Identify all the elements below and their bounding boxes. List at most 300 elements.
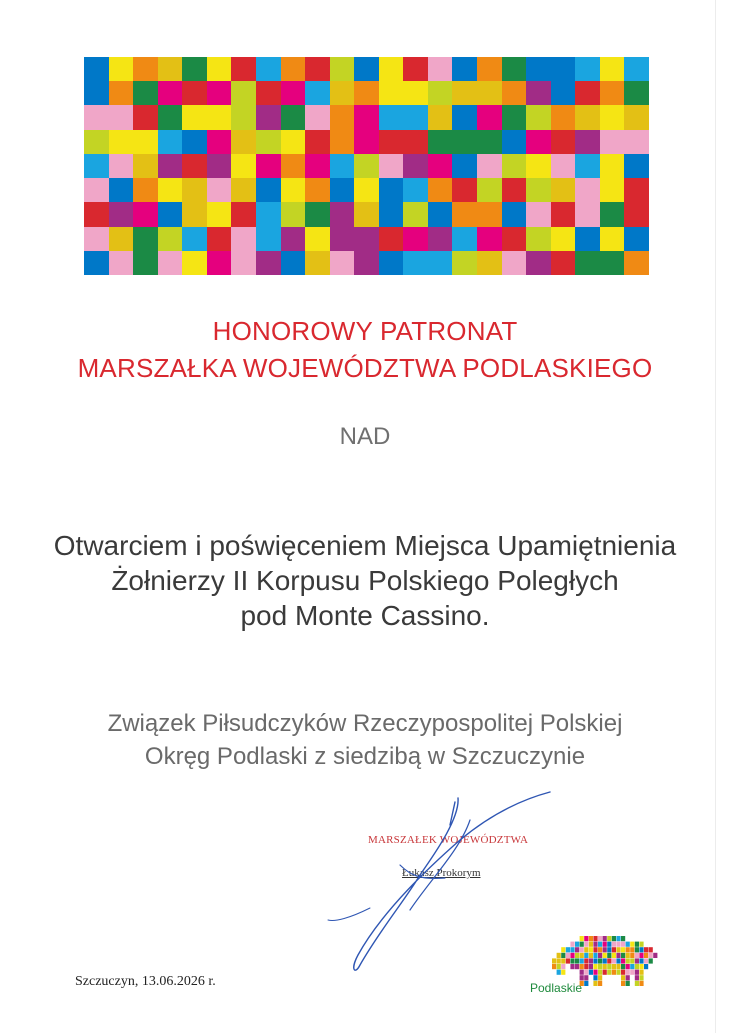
mosaic-tile	[600, 251, 625, 275]
mosaic-tile	[551, 81, 576, 105]
bison-tile	[589, 942, 593, 947]
mosaic-tile	[624, 81, 649, 105]
mosaic-banner	[84, 57, 649, 275]
mosaic-tile	[403, 178, 428, 202]
mosaic-tile	[354, 130, 379, 154]
mosaic-tile	[452, 227, 477, 251]
mosaic-tile	[452, 105, 477, 129]
bison-tile	[603, 942, 607, 947]
mosaic-tile	[330, 81, 355, 105]
stamp-name: Łukasz Prokorym	[402, 867, 481, 879]
bison-tile	[580, 942, 584, 947]
mosaic-tile	[109, 227, 134, 251]
mosaic-tile	[428, 130, 453, 154]
bison-tile	[580, 936, 584, 941]
mosaic-tile	[379, 81, 404, 105]
mosaic-tile	[182, 130, 207, 154]
mosaic-tile	[330, 154, 355, 178]
mosaic-tile	[84, 105, 109, 129]
mosaic-tile	[158, 227, 183, 251]
mosaic-tile	[330, 178, 355, 202]
bison-tile	[598, 947, 602, 952]
mosaic-tile	[133, 81, 158, 105]
mosaic-tile	[330, 130, 355, 154]
bison-tile	[593, 964, 597, 969]
bison-tile	[635, 942, 639, 947]
mosaic-tile	[428, 227, 453, 251]
mosaic-tile	[575, 227, 600, 251]
mosaic-tile	[231, 105, 256, 129]
mosaic-tile	[84, 57, 109, 81]
bison-tile	[584, 947, 588, 952]
bison-tile	[616, 958, 620, 963]
mosaic-tile	[231, 251, 256, 275]
mosaic-tile	[575, 105, 600, 129]
bison-tile	[626, 975, 630, 980]
mosaic-tile	[109, 57, 134, 81]
bison-tile	[552, 964, 556, 969]
bison-tile	[593, 958, 597, 963]
bison-tile	[626, 942, 630, 947]
mosaic-tile	[526, 227, 551, 251]
bison-tile	[616, 942, 620, 947]
mosaic-tile	[551, 178, 576, 202]
bison-tile	[621, 936, 625, 941]
bison-tile	[593, 953, 597, 958]
mosaic-tile	[158, 105, 183, 129]
bison-tile	[626, 981, 630, 986]
bison-tile	[593, 942, 597, 947]
mosaic-tile	[256, 202, 281, 226]
bison-tile	[621, 964, 625, 969]
bison-tile	[593, 970, 597, 975]
bison-tile	[561, 964, 565, 969]
bison-tile	[561, 970, 565, 975]
mosaic-tile	[624, 105, 649, 129]
mosaic-tile	[182, 105, 207, 129]
bison-tile	[612, 964, 616, 969]
mosaic-tile	[526, 251, 551, 275]
bison-tile	[593, 975, 597, 980]
mosaic-tile	[551, 227, 576, 251]
mosaic-tile	[403, 81, 428, 105]
mosaic-tile	[84, 81, 109, 105]
mosaic-tile	[502, 178, 527, 202]
bison-tile	[639, 958, 643, 963]
bison-tile	[584, 953, 588, 958]
bison-tile	[649, 953, 653, 958]
mosaic-tile	[256, 130, 281, 154]
bison-tile	[593, 947, 597, 952]
mosaic-tile	[551, 57, 576, 81]
mosaic-tile	[502, 227, 527, 251]
bison-tile	[598, 953, 602, 958]
mosaic-tile	[551, 130, 576, 154]
mosaic-tile	[452, 57, 477, 81]
mosaic-tile	[158, 154, 183, 178]
mosaic-tile	[477, 130, 502, 154]
mosaic-tile	[109, 202, 134, 226]
bison-tile	[607, 958, 611, 963]
mosaic-tile	[526, 81, 551, 105]
mosaic-tile	[256, 154, 281, 178]
bison-tile	[566, 953, 570, 958]
mosaic-tile	[502, 130, 527, 154]
bison-tile	[612, 970, 616, 975]
bison-tile	[612, 942, 616, 947]
over-label: NAD	[339, 423, 391, 450]
mosaic-tile	[575, 202, 600, 226]
bison-tile	[644, 947, 648, 952]
mosaic-tile	[575, 57, 600, 81]
bison-tile	[580, 975, 584, 980]
mosaic-tile	[624, 57, 649, 81]
mosaic-tile	[133, 105, 158, 129]
mosaic-tile	[600, 178, 625, 202]
mosaic-tile	[281, 130, 306, 154]
mosaic-tile	[502, 154, 527, 178]
bison-tile	[630, 958, 634, 963]
bison-tile	[557, 964, 561, 969]
bison-tile	[603, 970, 607, 975]
bison-tile	[598, 958, 602, 963]
bison-tile	[630, 964, 634, 969]
mosaic-tile	[428, 105, 453, 129]
bison-tile	[584, 936, 588, 941]
bison-tile	[616, 970, 620, 975]
bison-tile	[653, 953, 657, 958]
mosaic-tile	[551, 154, 576, 178]
mosaic-tile	[330, 227, 355, 251]
bison-tile	[644, 953, 648, 958]
organizer-line: Związek Piłsudczyków Rzeczypospolitej Polskiej	[107, 710, 623, 737]
bison-tile	[616, 936, 620, 941]
mosaic-tile	[182, 154, 207, 178]
mosaic-tile	[281, 154, 306, 178]
mosaic-tile	[379, 251, 404, 275]
mosaic-tile	[330, 105, 355, 129]
mosaic-tile	[231, 227, 256, 251]
mosaic-tile	[281, 227, 306, 251]
mosaic-tile	[526, 202, 551, 226]
mosaic-tile	[551, 202, 576, 226]
mosaic-tile	[330, 251, 355, 275]
mosaic-tile	[502, 57, 527, 81]
mosaic-tile	[207, 227, 232, 251]
mosaic-tile	[600, 57, 625, 81]
mosaic-tile	[207, 154, 232, 178]
mosaic-tile	[305, 202, 330, 226]
mosaic-tile	[231, 178, 256, 202]
mosaic-tile	[526, 130, 551, 154]
organizer	[0, 707, 730, 773]
mosaic-tile	[158, 57, 183, 81]
bison-tile	[626, 947, 630, 952]
mosaic-tile	[182, 178, 207, 202]
bison-tile	[598, 970, 602, 975]
bison-tile	[635, 958, 639, 963]
bison-tile	[570, 942, 574, 947]
mosaic-tile	[158, 251, 183, 275]
mosaic-tile	[452, 178, 477, 202]
mosaic-tile	[379, 178, 404, 202]
bison-tile	[598, 936, 602, 941]
mosaic-tile	[502, 251, 527, 275]
mosaic-tile	[330, 57, 355, 81]
mosaic-tile	[551, 105, 576, 129]
mosaic-tile	[305, 251, 330, 275]
mosaic-tile	[256, 105, 281, 129]
mosaic-tile	[84, 251, 109, 275]
bison-tile	[598, 942, 602, 947]
bison-tile	[626, 970, 630, 975]
mosaic-tile	[207, 105, 232, 129]
bison-tile	[575, 942, 579, 947]
mosaic-tile	[379, 105, 404, 129]
mosaic-tile	[158, 178, 183, 202]
mosaic-tile	[231, 81, 256, 105]
bison-tile	[584, 958, 588, 963]
mosaic-tile	[158, 202, 183, 226]
logo-label: Podlaskie	[530, 981, 583, 995]
mosaic-tile	[379, 227, 404, 251]
mosaic-tile	[575, 130, 600, 154]
event-line: pod Monte Cassino.	[240, 600, 490, 631]
mosaic-tile	[600, 202, 625, 226]
bison-tile	[580, 953, 584, 958]
bison-tile	[616, 953, 620, 958]
bison-tile	[557, 970, 561, 975]
mosaic-tile	[207, 178, 232, 202]
bison-tile	[635, 964, 639, 969]
mosaic-tile	[305, 178, 330, 202]
mosaic-tile	[403, 154, 428, 178]
bison-tile	[644, 964, 648, 969]
event-line: Żołnierzy II Korpusu Polskiego Poległych	[111, 565, 619, 596]
mosaic-tile	[256, 178, 281, 202]
bison-tile	[635, 953, 639, 958]
mosaic-tile	[502, 81, 527, 105]
bison-tile	[630, 947, 634, 952]
mosaic-tile	[207, 202, 232, 226]
bison-tile	[575, 958, 579, 963]
bison-tile	[621, 975, 625, 980]
bison-tile	[621, 958, 625, 963]
mosaic-tile	[477, 154, 502, 178]
mosaic-tile	[231, 130, 256, 154]
event-description	[0, 528, 730, 633]
mosaic-tile	[477, 202, 502, 226]
bison-tile	[649, 958, 653, 963]
mosaic-tile	[354, 178, 379, 202]
event-line: Otwarciem i poświęceniem Miejsca Upamiętnienia	[53, 530, 677, 561]
mosaic-tile	[600, 154, 625, 178]
mosaic-tile	[600, 227, 625, 251]
bison-tile	[589, 964, 593, 969]
bison-tile	[593, 936, 597, 941]
mosaic-tile	[452, 154, 477, 178]
mosaic-tile	[305, 81, 330, 105]
bison-tile	[570, 947, 574, 952]
bison-tile	[598, 964, 602, 969]
bison-tile	[566, 958, 570, 963]
mosaic-tile	[256, 57, 281, 81]
bison-tile	[607, 947, 611, 952]
bison-tile	[589, 953, 593, 958]
mosaic-tile	[182, 57, 207, 81]
mosaic-tile	[403, 105, 428, 129]
bison-tile	[639, 981, 643, 986]
bison-tile	[626, 964, 630, 969]
bison-tile	[639, 947, 643, 952]
bison-tile	[639, 942, 643, 947]
mosaic-tile	[575, 81, 600, 105]
mosaic-tile	[428, 81, 453, 105]
mosaic-tile	[575, 251, 600, 275]
bison-tile	[621, 981, 625, 986]
mosaic-tile	[502, 202, 527, 226]
bison-tile	[580, 964, 584, 969]
mosaic-tile	[305, 57, 330, 81]
mosaic-tile	[379, 130, 404, 154]
bison-tile	[639, 975, 643, 980]
bison-tile	[607, 942, 611, 947]
mosaic-tile	[428, 251, 453, 275]
mosaic-tile	[281, 251, 306, 275]
bison-tile	[603, 964, 607, 969]
bison-tile	[607, 936, 611, 941]
bison-tile	[635, 975, 639, 980]
bison-tile	[589, 958, 593, 963]
mosaic-tile	[403, 130, 428, 154]
bison-tile	[584, 981, 588, 986]
bison-tile	[575, 953, 579, 958]
mosaic-tile	[182, 227, 207, 251]
mosaic-tile	[624, 178, 649, 202]
mosaic-tile	[182, 251, 207, 275]
mosaic-tile	[354, 227, 379, 251]
mosaic-tile	[207, 57, 232, 81]
bison-tile	[584, 970, 588, 975]
mosaic-tile	[207, 130, 232, 154]
bison-tile	[630, 953, 634, 958]
bison-tile	[580, 947, 584, 952]
bison-tile	[603, 947, 607, 952]
bison-tile	[621, 953, 625, 958]
mosaic-tile	[477, 57, 502, 81]
mosaic-tile	[526, 154, 551, 178]
bison-tile	[570, 964, 574, 969]
bison-tile	[639, 953, 643, 958]
mosaic-tile	[305, 105, 330, 129]
mosaic-tile	[256, 227, 281, 251]
bison-tile	[639, 964, 643, 969]
mosaic-tile	[354, 105, 379, 129]
bison-tile	[575, 947, 579, 952]
mosaic-tile	[600, 81, 625, 105]
bison-tile	[630, 942, 634, 947]
mosaic-tile	[624, 154, 649, 178]
bison-tile	[584, 942, 588, 947]
page-edge	[715, 0, 716, 1033]
mosaic-tile	[109, 105, 134, 129]
mosaic-tile	[158, 81, 183, 105]
mosaic-tile	[624, 227, 649, 251]
bison-tile	[612, 947, 616, 952]
mosaic-tile	[379, 154, 404, 178]
bison-tile	[626, 958, 630, 963]
mosaic-tile	[231, 202, 256, 226]
mosaic-tile	[109, 178, 134, 202]
mosaic-tile	[256, 81, 281, 105]
mosaic-tile	[281, 57, 306, 81]
mosaic-tile	[477, 105, 502, 129]
mosaic-tile	[477, 251, 502, 275]
bison-tile	[616, 964, 620, 969]
bison-tile	[584, 964, 588, 969]
mosaic-tile	[84, 154, 109, 178]
mosaic-tile	[133, 178, 158, 202]
mosaic-tile	[428, 57, 453, 81]
patronage-title: HONOROWY PATRONAT	[212, 316, 518, 346]
bison-tile	[621, 970, 625, 975]
mosaic-tile	[207, 251, 232, 275]
mosaic-tile	[84, 178, 109, 202]
bison-tile	[561, 958, 565, 963]
bison-tile	[626, 953, 630, 958]
mosaic-tile	[231, 57, 256, 81]
mosaic-tile	[109, 251, 134, 275]
mosaic-tile	[109, 81, 134, 105]
mosaic-tile	[133, 202, 158, 226]
mosaic-tile	[182, 202, 207, 226]
mosaic-tile	[207, 81, 232, 105]
bison-tile	[644, 958, 648, 963]
bison-tile	[557, 958, 561, 963]
bison-tile	[616, 947, 620, 952]
mosaic-tile	[305, 154, 330, 178]
mosaic-tile	[403, 202, 428, 226]
mosaic-tile	[600, 130, 625, 154]
stamp-title: MARSZAŁEK WOJEWÓDZTWA	[368, 834, 529, 846]
mosaic-tile	[502, 105, 527, 129]
bison-tile	[649, 947, 653, 952]
bison-tile	[607, 964, 611, 969]
bison-tile	[570, 953, 574, 958]
mosaic-tile	[551, 251, 576, 275]
mosaic-tile	[477, 178, 502, 202]
bison-tile	[589, 936, 593, 941]
mosaic-tile	[133, 227, 158, 251]
mosaic-tile	[379, 57, 404, 81]
mosaic-tile	[403, 251, 428, 275]
mosaic-tile	[109, 154, 134, 178]
mosaic-tile	[305, 130, 330, 154]
mosaic-tile	[452, 81, 477, 105]
mosaic-tile	[354, 57, 379, 81]
bison-tile	[580, 970, 584, 975]
mosaic-tile	[624, 202, 649, 226]
mosaic-tile	[256, 251, 281, 275]
place-date: Szczuczyn, 13.06.2026 r.	[75, 974, 216, 989]
bison-tile	[557, 953, 561, 958]
bison-tile	[598, 981, 602, 986]
mosaic-tile	[330, 202, 355, 226]
bison-tile	[603, 953, 607, 958]
bison-tile	[575, 964, 579, 969]
mosaic-tile	[354, 251, 379, 275]
patronage-subtitle: MARSZAŁKA WOJEWÓDZTWA PODLASKIEGO	[77, 353, 653, 383]
